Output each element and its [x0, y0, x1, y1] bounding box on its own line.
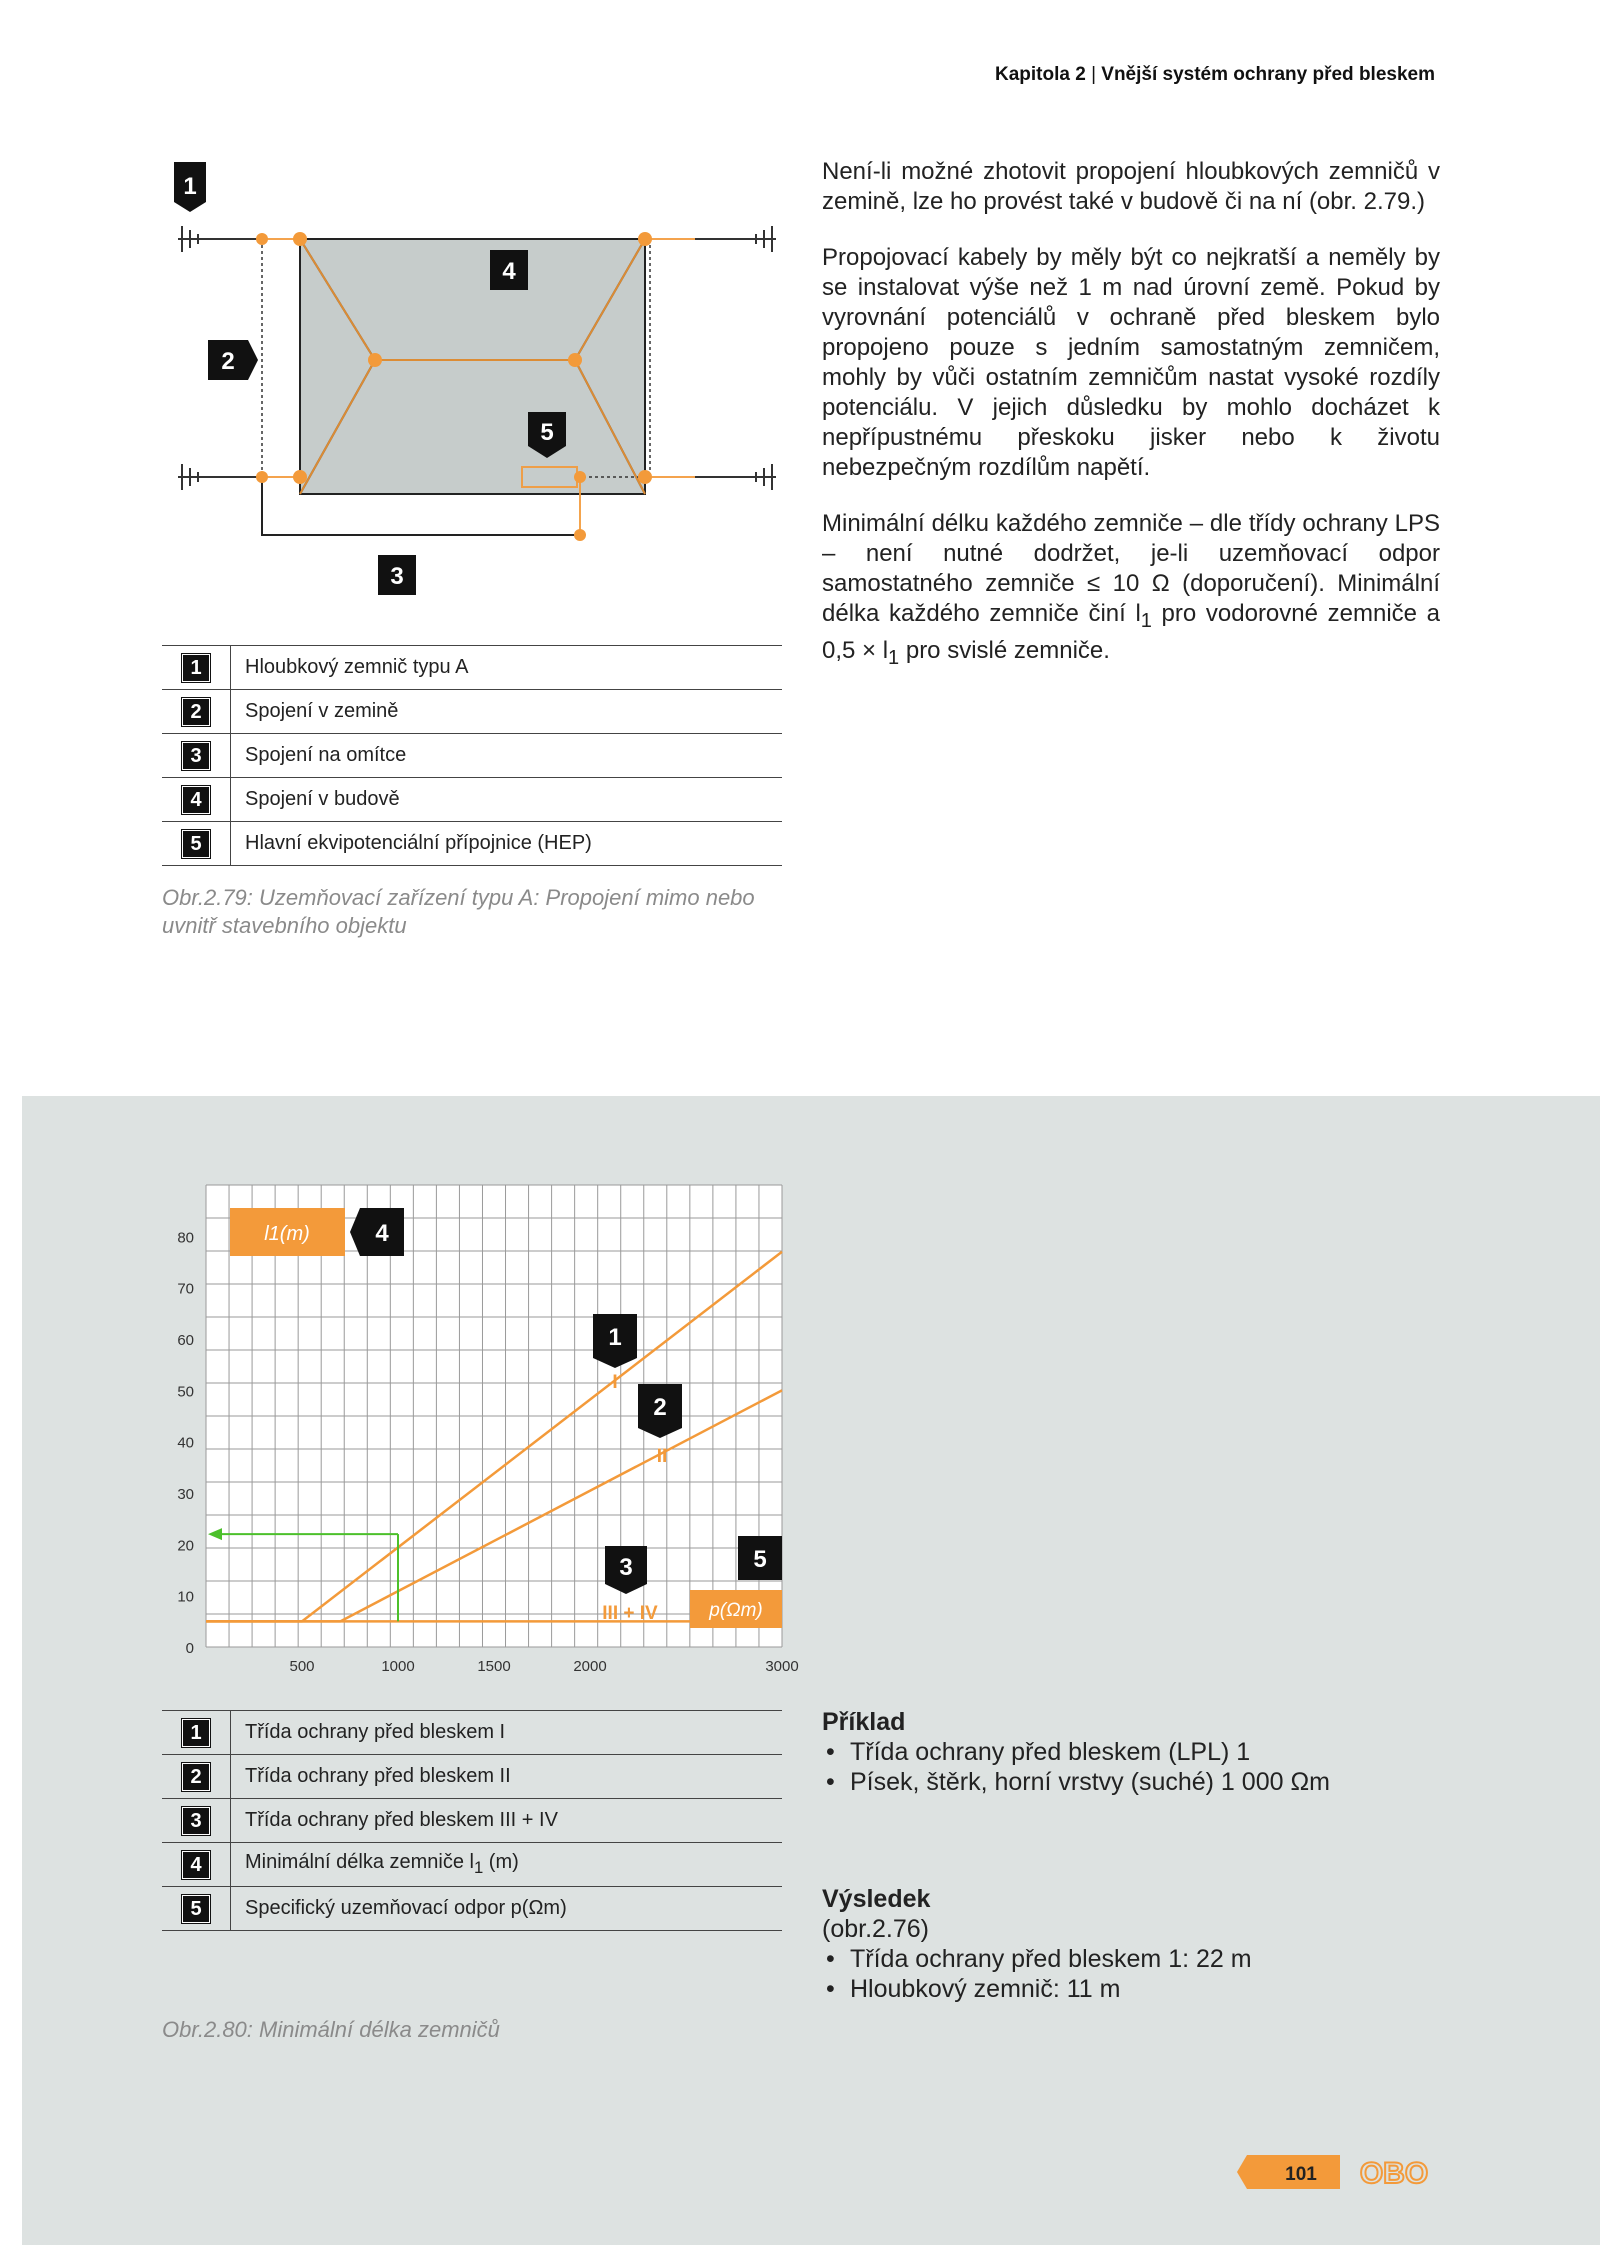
series-label-ii: II — [656, 1446, 668, 1467]
figure1-caption: Obr.2.79: Uzemňovací zařízení typu A: Propojení mimo nebo uvnitř stavebního objektu — [162, 885, 755, 938]
chapter-label: Kapitola 2 — [994, 64, 1086, 85]
figure2-legend — [162, 1710, 782, 1931]
legend-label: Třída ochrany před bleskem III + IV — [231, 1799, 783, 1843]
x-axis-label: p(Ωm) — [709, 1600, 763, 1621]
y-tick-label: 50 — [177, 1383, 194, 1401]
result-list — [822, 1944, 1462, 2004]
legend-badge: 4 — [182, 786, 210, 814]
list-item: • Písek, štěrk, horní vrstvy (suché) 1 000 Ωm — [822, 1767, 1462, 1797]
diagram-badge-4 — [490, 250, 528, 290]
body-text — [822, 157, 1440, 699]
x-tick-label: 2000 — [573, 1658, 607, 1675]
y-axis-label: l1(m) — [264, 1223, 310, 1245]
series-label-i: I — [612, 1372, 618, 1393]
y-tick-label: 10 — [177, 1588, 194, 1606]
y-tick-labels — [177, 1229, 194, 1657]
svg-text:OBO: OBO — [1359, 2157, 1429, 2190]
y-tick-label: 60 — [177, 1332, 194, 1349]
legend-badge: 2 — [182, 698, 210, 726]
legend-badge: 5 — [182, 1895, 210, 1923]
grounding-diagram — [160, 150, 800, 610]
legend-badge: 3 — [182, 1807, 210, 1835]
series-label-iii-iv: III + IV — [602, 1603, 658, 1624]
list-item: • Hloubkový zemnič: 11 m — [822, 1974, 1462, 2004]
svg-text:2: 2 — [221, 348, 235, 375]
diagram-badge-3 — [378, 555, 416, 595]
legend-badge: 4 — [182, 1851, 210, 1879]
chart-badge-2 — [638, 1384, 682, 1438]
result-block — [822, 1884, 1462, 2004]
result-title: Výsledek — [822, 1885, 931, 1913]
legend-badge: 5 — [182, 830, 210, 858]
figure1-legend — [162, 645, 782, 866]
page-footer — [1237, 2152, 1437, 2192]
svg-text:2: 2 — [653, 1394, 667, 1421]
x-tick-labels — [289, 1658, 798, 1675]
legend-row — [162, 1755, 782, 1799]
legend-row — [162, 734, 782, 778]
svg-text:5: 5 — [540, 419, 554, 446]
legend-row — [162, 1711, 782, 1755]
x-tick-label: 500 — [289, 1658, 315, 1675]
obo-logo — [1357, 2154, 1431, 2190]
example-list — [822, 1737, 1462, 1797]
legend-badge: 1 — [182, 1719, 210, 1747]
paragraph-2: Propojovací kabely by měly být co nejkratší a neměly by se instalovat výše než 1 m nad úrovní země. Pokud by vyrovnání potenciálů v ochraně před bleskem bylo propojeno pouze s jedním samostatným zemničem, mohly by vůči ostatním zemničům nastat vysoké rozdíly potenciálu. V jejich důsledku by mohlo docházet k nepřípustnému přeskoku jisker nebo k životu nebezpečným rozdílům napětí. — [822, 244, 1440, 481]
chapter-title: Vnější systém ochrany před bleskem — [1101, 64, 1435, 85]
svg-text:4: 4 — [502, 258, 516, 285]
chart-badge-3 — [605, 1546, 647, 1594]
svg-text:1: 1 — [608, 1324, 622, 1351]
legend-row — [162, 822, 782, 866]
chart-badge-4 — [350, 1208, 404, 1256]
legend-badge: 2 — [182, 1763, 210, 1791]
example-block — [822, 1707, 1462, 1797]
y-tick-label: 70 — [177, 1280, 194, 1298]
svg-text:5: 5 — [753, 1546, 767, 1573]
legend-label: Minimální délka zemniče $l_1$ (m) — [231, 1843, 783, 1887]
legend-badge: 3 — [182, 742, 210, 770]
legend-label: Spojení na omítce — [231, 734, 783, 778]
legend-row — [162, 1887, 782, 1931]
list-item: • Třída ochrany před bleskem 1: 22 m — [822, 1944, 1462, 1974]
svg-text:4: 4 — [375, 1220, 389, 1247]
legend-label: Hloubkový zemnič typu A — [231, 646, 783, 690]
paragraph-3: Minimální délku každého zemniče – dle třídy ochrany LPS – není nutné dodržet, je-li uzemňovací odpor samostatného zemniče ≤ 10 Ω (doporučení). Minimální délka každého zemniče činí $l_1$ pro vodorovné zemniče a $0,5 \times l_1$ pro svislé zemniče. — [822, 510, 1440, 669]
chart-badge-1 — [593, 1314, 637, 1368]
svg-text:3: 3 — [619, 1554, 633, 1581]
result-reference: (obr.2.76) — [822, 1915, 930, 1943]
svg-text:3: 3 — [390, 563, 404, 590]
legend-badge: 1 — [182, 654, 210, 682]
y-axis-label-box — [230, 1208, 345, 1256]
svg-text:1: 1 — [183, 173, 197, 200]
page-header — [995, 64, 1435, 86]
header-separator: | — [1091, 64, 1096, 85]
y-tick-label: 40 — [177, 1434, 194, 1452]
example-title: Příklad — [822, 1708, 906, 1736]
legend-row — [162, 1799, 782, 1843]
legend-label: Třída ochrany před bleskem II — [231, 1755, 783, 1799]
figure2-caption: Obr.2.80: Minimální délka zemničů — [162, 2017, 500, 2042]
legend-label: Hlavní ekvipotenciální přípojnice (HEP) — [231, 822, 783, 866]
min-length-chart — [160, 1180, 800, 1680]
building-outline — [300, 239, 645, 494]
legend-label: Spojení v zemině — [231, 690, 783, 734]
legend-row — [162, 1843, 782, 1887]
x-tick-label: 1000 — [381, 1658, 415, 1675]
legend-label: Třída ochrany před bleskem I — [231, 1711, 783, 1755]
diagram-badge-2 — [208, 340, 258, 380]
x-tick-label: 1500 — [477, 1658, 511, 1675]
y-tick-label: 0 — [185, 1640, 194, 1657]
legend-label: Specifický uzemňovací odpor p(Ωm) — [231, 1887, 783, 1931]
legend-row — [162, 646, 782, 690]
legend-row — [162, 778, 782, 822]
y-tick-label: 80 — [177, 1229, 194, 1247]
x-tick-label: 3000 — [765, 1658, 799, 1675]
legend-label: Spojení v budově — [231, 778, 783, 822]
y-tick-label: 30 — [177, 1486, 194, 1503]
page-number: 101 — [1285, 2164, 1317, 2185]
y-tick-label: 20 — [177, 1537, 194, 1555]
list-item: • Třída ochrany před bleskem (LPL) 1 — [822, 1737, 1462, 1767]
diagram-badge-1 — [174, 162, 206, 212]
paragraph-1: Není-li možné zhotovit propojení hloubkových zemničů v zemině, lze ho provést také v budově či na ní (obr. 2.79.) — [822, 158, 1440, 215]
x-axis-label-box — [690, 1590, 782, 1628]
legend-row — [162, 690, 782, 734]
chart-badge-5 — [738, 1536, 782, 1580]
